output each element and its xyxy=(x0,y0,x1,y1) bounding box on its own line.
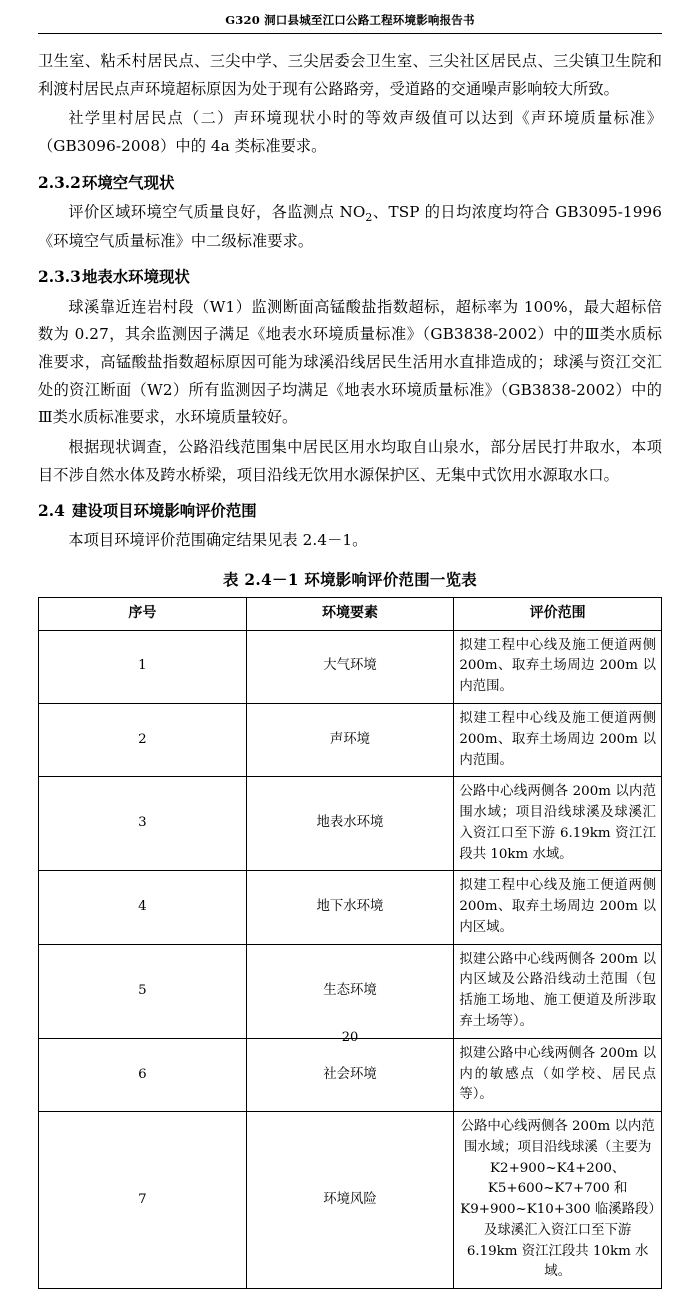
section-heading-2-3-2 xyxy=(38,170,662,196)
cell-index: 2 xyxy=(39,704,247,777)
section-number: 2.3.3 xyxy=(38,268,81,287)
cell-scope: 拟建公路中心线两侧各 200m 以内的敏感点（如学校、居民点等）。 xyxy=(454,1038,662,1111)
cell-scope: 公路中心线两侧各 200m 以内范围水域；项目沿线球溪（主要为 K2+900~K4+200、K5+600~K7+700 和 K9+900~K10+300 临溪路段）及球溪汇入资江口至下游 6.19km 资江江段共 10km 水域。 xyxy=(454,1112,662,1289)
air-text-part2: 、TSP 的日均浓度均符合 GB3095-1996《环境空气质量标准》中二级标准要求。 xyxy=(38,202,662,250)
cell-factor: 声环境 xyxy=(246,704,454,777)
cell-scope: 拟建公路中心线两侧各 200m 以内区域及公路沿线动土范围（包括施工场地、施工便道及所涉取弃土场等）。 xyxy=(454,944,662,1038)
paragraph-air-quality xyxy=(38,199,662,256)
table-header-row xyxy=(39,598,662,631)
section-number: 2.3.2 xyxy=(38,173,81,192)
page-number: 20 xyxy=(341,1030,359,1045)
section-number: 2.4 xyxy=(38,502,65,521)
paragraph-surface-water: 球溪靠近连岩村段（W1）监测断面高锰酸盐指数超标，超标率为 100%，最大超标倍数为 0.27，其余监测因子满足《地表水环境质量标准》（GB3838-2002）中的Ⅲ类水质标准要求，高锰酸盐指数超标原因可能为球溪沿线居民生活用水直排造成的；球溪与资江交汇处的资江断面（W2）所有监测因子均满足《地表水环境质量标准》（GB3838-2002）中的Ⅲ类水质标准要求，水环境质量较好。 xyxy=(38,297,662,427)
cell-scope: 拟建工程中心线及施工便道两侧 200m、取弃土场周边 200m 以内范围。 xyxy=(454,704,662,777)
section-heading-2-3-3 xyxy=(38,264,662,290)
table-row xyxy=(39,777,662,871)
column-header-factor: 环境要素 xyxy=(246,598,454,631)
paragraph-water-source: 根据现状调查，公路沿线范围集中居民区用水均取自山泉水，部分居民打井取水，本项目不涉自然水体及跨水桥梁，项目沿线无饮用水源保护区、无集中式饮用水源取水口。 xyxy=(38,437,662,484)
evaluation-scope-table xyxy=(38,597,662,1289)
table-row xyxy=(39,871,662,944)
cell-index: 7 xyxy=(39,1112,247,1289)
table-caption: 表 2.4－1 环境影响评价范围一览表 xyxy=(223,571,477,590)
no2-subscript: 2 xyxy=(365,210,373,224)
cell-index: 3 xyxy=(39,777,247,871)
section-title: 建设项目环境影响评价范围 xyxy=(72,502,257,521)
page-header: G320 洞口县城至江口公路工程环境影响报告书 xyxy=(225,13,475,27)
cell-factor: 社会环境 xyxy=(246,1038,454,1111)
header-divider xyxy=(38,33,662,34)
cell-scope: 公路中心线两侧各 200m 以内范围水域；项目沿线球溪及球溪汇入资江口至下游 6.19km 资江江段共 10km 水域。 xyxy=(454,777,662,871)
table-row xyxy=(39,630,662,703)
cell-factor: 环境风险 xyxy=(246,1112,454,1289)
cell-index: 6 xyxy=(39,1038,247,1111)
paragraph-shexueli: 社学里村居民点（二）声环境现状小时的等效声级值可以达到《声环境质量标准》（GB3096-2008）中的 4a 类标准要求。 xyxy=(38,109,662,155)
table-row xyxy=(39,1112,662,1289)
column-header-index: 序号 xyxy=(39,598,247,631)
section-title: 环境空气现状 xyxy=(82,173,175,192)
cell-scope: 拟建工程中心线及施工便道两侧 200m、取弃土场周边 200m 以内区域。 xyxy=(454,871,662,944)
paragraph-noise-exceed: 卫生室、粘禾村居民点、三尖中学、三尖居委会卫生室、三尖社区居民点、三尖镇卫生院和利渡村居民点声环境超标原因为处于现有公路路旁，受道路的交通噪声影响较大所致。 xyxy=(38,52,662,98)
column-header-scope: 评价范围 xyxy=(454,598,662,631)
section-heading-2-4 xyxy=(38,498,662,524)
table-row xyxy=(39,704,662,777)
table-row xyxy=(39,1038,662,1111)
table-row xyxy=(39,944,662,1038)
cell-factor: 地表水环境 xyxy=(246,777,454,871)
paragraph-scope-intro: 本项目环境评价范围确定结果见表 2.4－1。 xyxy=(68,531,368,550)
cell-index: 1 xyxy=(39,630,247,703)
cell-index: 5 xyxy=(39,944,247,1038)
cell-index: 4 xyxy=(39,871,247,944)
cell-factor: 大气环境 xyxy=(246,630,454,703)
cell-factor: 地下水环境 xyxy=(246,871,454,944)
cell-scope: 拟建工程中心线及施工便道两侧 200m、取弃土场周边 200m 以内范围。 xyxy=(454,630,662,703)
section-title: 地表水环境现状 xyxy=(82,268,190,287)
cell-factor: 生态环境 xyxy=(246,944,454,1038)
air-text-part1: 评价区域环境空气质量良好，各监测点 NO xyxy=(68,202,366,221)
